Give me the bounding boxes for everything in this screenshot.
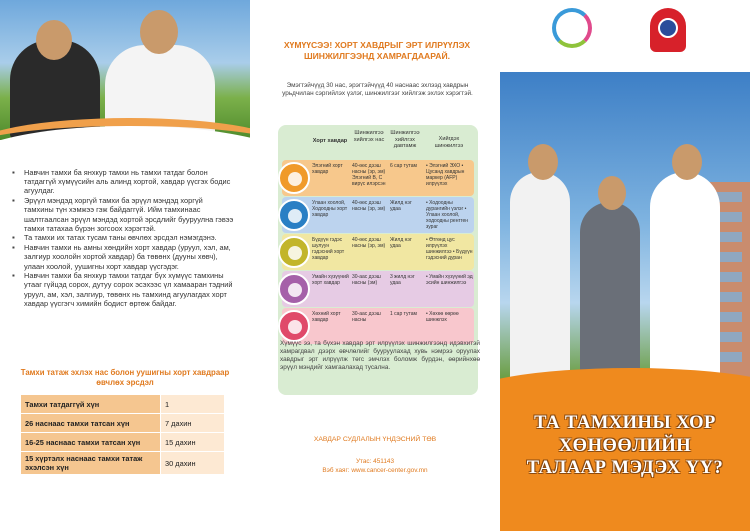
organ-icon	[278, 273, 310, 305]
table-row	[21, 433, 225, 452]
risk-label: 16-25 наснаас тамхи татсан хүн	[21, 433, 161, 452]
list-item: ▪ Та тамхи их татах тусам таны өвчлөх эрсдэл нэмэгдэнэ.	[12, 233, 234, 242]
table-cell-age: 40-өөс дээш насны (эр, эм) Элэгний B, C вирүс илэрсэн	[352, 163, 386, 187]
list-item: ▪ Эрүүл мэндэд хоргүй тамхи ба эрүүл мэндэд хоргүй тамхины түн хэмжээ гэж байдаггүй. Ийм тамхинаас шалтгаалсан эрүүл мэндэд хортой эрсдлийг бууруулна гэвээ тамхи татахаа бүрэн зогсоох хэрэгтэй.	[12, 196, 234, 233]
table-cell-test: • Өтгөнд цус илрүүлэх шинжилгээ • Бүдүүн гэдэсний дуран	[426, 237, 473, 261]
cancer-center-logo-icon	[650, 8, 686, 52]
table-cell-freq: Жилд нэг удаа	[390, 200, 412, 212]
table-cell-cancer: Элэгний хорт хавдар	[312, 163, 343, 175]
health-logo-icon	[552, 8, 592, 48]
table-cell-age: 30-аас дээш насны	[352, 311, 381, 323]
cover-headline: ТА ТАМХИНЫ ХОР ХӨНӨӨЛИЙН ТАЛААР МЭДЭХ ҮҮ?	[526, 413, 724, 478]
closing-paragraph: Хүмүүс ээ, та бүхэн хавдар эрт илрүүлэх шинжилгээнд идэвхитэй хамрагдвал дээрх өвчлөлийг бууруулахад хувь нэмрээ оруулах хавдрыг эрт илрүүлж төгс эмчлэх боломж бүрдэн, өөрийнхөө эрүүл мэндийг хамгаалахад тусална.	[280, 340, 480, 371]
students-reading-photo	[500, 72, 750, 402]
table-cell-test: • Умайн хүзүүний эд эсийн шинжилгээ	[426, 274, 473, 286]
student-1-head	[528, 144, 558, 180]
table-cell-cancer: Умайн хүзүүний хорт хавдар	[312, 274, 349, 286]
table-row	[21, 414, 225, 433]
student-right-head	[140, 10, 178, 54]
table-cell-freq: Жилд нэг удаа	[390, 237, 412, 249]
table-row	[21, 395, 225, 414]
risk-table-title: Тамхи татаж эхлэх нас болон уушигны хорт хавдраар өвчлөх эрсдэл	[20, 368, 230, 387]
table-header: Шинжилгээ хийлгэх давтамж	[390, 130, 420, 150]
table-cell-test: • Элэгний ЭХО • Цусанд хавдрын маркер (АFP) илрүүлэх	[426, 163, 465, 187]
table-cell-cancer: Хөхний хорт хавдар	[312, 311, 341, 323]
table-cell-freq: 6 сар тутам	[390, 163, 417, 169]
risk-label: 15 хүртэлх наснаас тамхи татаж эхэлсэн хүн	[21, 452, 161, 475]
risk-value: 1	[161, 395, 225, 414]
table-row	[21, 452, 225, 475]
organization-name: ХАВДАР СУДЛАЛЫН ҮНДЭСНИЙ ТӨВ	[313, 436, 437, 443]
risk-value: 15 дахин	[161, 433, 225, 452]
risk-table	[20, 394, 225, 475]
list-item: ▪ Навчин тамхи нь амны хөндийн хорт хавдар (уруул, хэл, ам, залгиур хоолойн хортой хавдар) ба төвөнх (дууны хөвч), улаан хоолой, уушигны хорт хавдар үүсгэдэг.	[12, 243, 234, 271]
list-item: ▪ Навчин тамхи ба янхкур тамхи татдаг бүх хүмүүс тамхины утааг гүйцэд сорох, дутуу сорох эсэхээс үл хамааран тэдний уруул, ам, хэл, залгиур, төвөнх нь тамхинд агуулагдах хорт хавдар үүсгэгч химийн бодист өртөж байдаг.	[12, 271, 234, 308]
left-panel	[0, 0, 250, 531]
risk-label: 26 наснаас тамхи татсан хүн	[21, 414, 161, 433]
website-link[interactable]: Вэб хаяг: www.cancer-center.gov.mn	[322, 467, 428, 474]
student-3-head	[672, 144, 702, 180]
student-1	[510, 172, 570, 402]
list-item: ▪ Навчин тамхи ба янхкур тамхи нь тамхи татдаг болон татдаггүй хүмүүсийн аль алинд хортой, хавдар үүсгэх бодис агуулдаг.	[12, 168, 234, 196]
organ-icon	[278, 310, 310, 342]
organ-icon	[278, 162, 310, 194]
table-header: Шинжилгээ хийлгэх нас	[353, 130, 385, 143]
organ-icon	[278, 199, 310, 231]
risk-label: Тамхи татдаггүй хүн	[21, 395, 161, 414]
table-cell-age: 40-өөс дээш насны (эр, эм)	[352, 237, 386, 249]
student-2-head	[598, 176, 626, 210]
risk-value: 7 дахин	[161, 414, 225, 433]
risk-value: 30 дахин	[161, 452, 225, 475]
table-cell-age: 40-өөс дээш насны (эр, эм)	[352, 200, 386, 212]
table-cell-age: 30-аас дээш насны (эм)	[352, 274, 381, 286]
screening-intro: Эмэгтэйчүүд 30 нас, эрэгтэйчүүд 40 наснаас эхлээд хавдрын урьдчилан сэргийлэх үзлэг, шинжилгээг хийлгэж эхлэх хэрэгтэй.	[282, 82, 473, 97]
table-header: Хорт хавдар	[312, 138, 348, 144]
table-cell-cancer: Бүдүүн гэдэс шулуун гэдэсний хорт хавдар	[312, 237, 345, 261]
table-header: Хийгдэх шинжилгээ	[434, 136, 464, 149]
table-cell-freq: 3 жилд нэг удаа	[390, 274, 415, 286]
table-cell-test: • Ходоодны дурангийн үзлэг • Улаан хоолой, ходоодны рентген зураг	[426, 200, 469, 230]
table-cell-test: • Хөхөө өөрөө шинжлэх	[426, 311, 459, 323]
screening-title: ХҮМҮҮСЭЭ! ХОРТ ХАВДРЫГ ЭРТ ИЛРҮҮЛЭХ ШИНЖИЛГЭЭНД ХАМРАГДААРАЙ.	[283, 40, 471, 61]
organ-icon	[278, 236, 310, 268]
phone-number: Утас: 451143	[355, 458, 395, 465]
middle-panel	[250, 0, 500, 531]
table-cell-cancer: Улаан хоолой, Ходоодны хорт хавдар	[312, 200, 348, 218]
table-cell-freq: 1 сар тутам	[390, 311, 417, 317]
tobacco-facts-list	[12, 168, 234, 309]
student-left-head	[36, 20, 72, 60]
contact-info	[270, 457, 480, 475]
cover-panel	[500, 0, 750, 531]
